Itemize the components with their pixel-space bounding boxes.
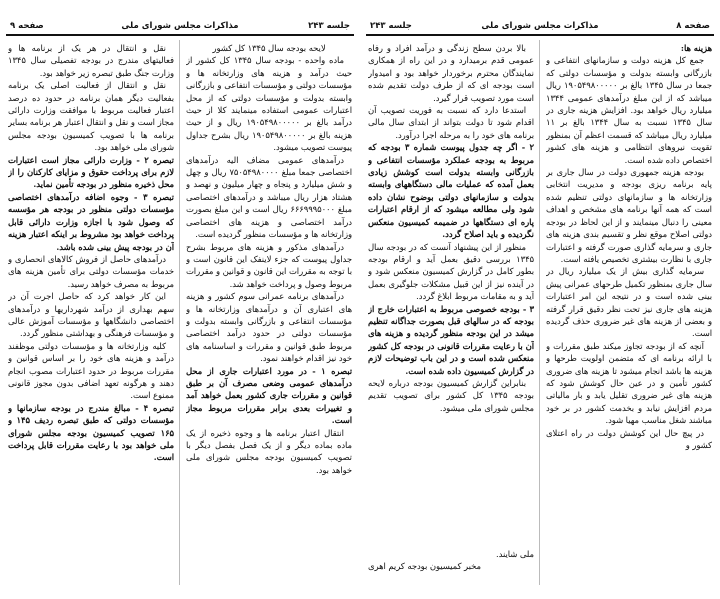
page-number: صفحه ۸ <box>676 21 710 31</box>
paragraph: در پیچ حال این کوشش دولت در راه اعتلای کشور و <box>546 427 712 450</box>
paragraph: منظور از این پیشنهاد آنست که در بودجه سال ۱۳۴۵ بررسی دقیق بعمل آید و ارقام بودجه بطور کامل در گزارش کمیسیون منعکس شود و در آینده نیز از این قبیل مشکلات جلوگیری بعمل آید و به مقامات مربوط ابلاغ گردد. <box>368 241 534 302</box>
paragraph: استدعا دارد که نسبت به فوریت تصویب آن اقدام شود تا دولت بتواند از ابتدای سال مالی برنامه های خود را به مرحله اجرا درآورد. <box>368 105 534 140</box>
running-title: مذاکرات مجلس شورای ملی <box>481 21 599 31</box>
paragraph: درآمدهای حاصل از فروش کالاهای انحصاری و خدمات مؤسسات دولتی برای تأمین هزینه های مربوط به مصرف خواهد رسید. <box>8 253 174 289</box>
paragraph: نقل و انتقال در هر یک از برنامه ها و فعالیتهای مندرج در بودجه تفصیلی سال ۱۳۴۵ وزارت جنگ طبق تبصره زیر خواهد بود. <box>8 43 174 78</box>
session-number: جلسه ۲۴۳ <box>308 21 350 31</box>
page-number: صفحه ۹ <box>10 21 44 31</box>
left-page <box>6 0 354 599</box>
column-left <box>368 42 534 582</box>
paragraph: ماده واحده - بودجه سال ۱۳۴۵ کل کشور از حیث درآمد و هزینه های وزارتخانه ها و مؤسسات دولتی و مؤسسات انتفاعی و بازرگانی وابسته بدولت و مؤسسات دولتی که از محل اعتبارات عمومی استفاده مینمایند کلا از حیث درآمد بالغ بر ۱۹۰۵۴۹۸۰۰۰۰۰ ریال و از حیث هزینه بالغ بر ۱۹۰۵۴۹۸۰۰۰۰۰ ریال بشرح جداول پیوست تصویب میشود. <box>186 55 352 153</box>
column-left <box>8 42 174 582</box>
column-right <box>186 42 352 582</box>
paragraph: بالا بردن سطح زندگی و درآمد افراد و رفاه عمومی قدم برمیدارد و در این راه از همکاری نمایندگان محترم برخوردار خواهد بود و امیدوار است بودجه ای که از طرف دولت تقدیم شده است مورد تصویب قرار گیرد. <box>368 43 534 103</box>
paragraph: نقل و انتقال از فعالیت اصلی یک برنامه بفعالیت دیگر همان برنامه در حدود ده درصد اعتبار فعالیت مربوط با موافقت وزارت دارائی مجاز است و نقل و انتقال اعتبار هر برنامه بسایر برنامه ها با تصویب کمیسیون بودجه مجلس شورای ملی خواهد بود. <box>8 80 174 153</box>
closing-block <box>368 548 534 573</box>
paragraph: درآمدهای مذکور و هزینه های مربوط بشرح جداول پیوست که جزء لاینفک این قانون است و با توجه به مقررات این قانون و قوانین و مقررات مربوط وصول و پرداخت خواهد شد. <box>186 241 352 289</box>
document-title: لایحه بودجه سال ۱۳۴۵ کل کشور <box>212 43 326 53</box>
paragraph: انتقال اعتبار برنامه ها و وجوه ذخیره از یک ماده بماده دیگر و از یک فصل بفصل دیگر با تصویب کمیسیون بودجه مجلس شورای ملی خواهد بود. <box>186 427 352 475</box>
section-heading-paragraph: ۳ - بودجه خصوصی مربوط به اعتبارات خارج از بودجه که در سالهای قبل بصورت جداگانه تنظیم میشد در این بودجه منظور گردیده و هزینه های آن با رعایت مقررات قانونی در بودجه کل کشور منعکس شده است و در این باب توضیحات لازم در گزارش کمیسیون داده شده است. <box>368 303 534 376</box>
paragraph: آنچه که از بودجه تجاوز میکند طبق مقررات و با ارائه برنامه ای که متضمن اولویت طرحها و هزینه ها باشد انجام میشود تا هزینه های ضروری کشور تأمین و در عین حال کوشش شود که هزینه های غیر ضروری تقلیل یابد و بار مالیاتی مردم افزایش نیابد و بخدمت کشور در بر خود مباشند شغل مناسب مهیا شود. <box>546 340 712 426</box>
session-number: جلسه ۲۴۳ <box>370 21 412 31</box>
signature: مخبر کمیسیون بودجه کریم اهری <box>368 561 481 572</box>
paragraph: این کار خواهد کرد که حاصل اجرت آن در سهم بهداری از درآمد شهرداریها و درآمدهای اختصاصی دانشگاهها و مؤسسات آموزش عالی و مؤسسات فرهنگی و بهداشتی منظور گردد. <box>8 291 174 339</box>
paragraph: سرمایه گذاری بیش از یک میلیارد ریال در سال جاری بمنظور تکمیل طرحهای عمرانی پیش بینی شده است و در نتیجه این امر اعتبارات هزینه های جاری نیز تحت نظر دقیق قرار گرفته و بعضی از هزینه های غیر ضروری حذف گردیده است. <box>546 266 712 339</box>
paragraph: جمع کل هزینه دولت و سازمانهای انتفاعی و بازرگانی وابسته بدولت و مؤسسات دولتی که جمعا در سال ۱۳۴۵ بالغ بر ۱۹۰۵۴۹۸۰۰۰۰۰ ریال میباشد که از این مبلغ درآمدهای عمومی ۱۳۴۴ میلیارد ریال خواهد بود. افزایش هزینه جاری در سال ۱۳۴۵ نسبت به سال ۱۳۴۴ بالغ بر ۱۱ میلیارد ریال میباشد که قسمت اعظم آن بمنظور تقویت نیروهای انتظامی و هزینه های کشور اختصاص داده شده است. <box>546 55 712 165</box>
page-header <box>6 20 354 36</box>
section-heading-paragraph: ۲ - اگر چه جدول پیوست شماره ۳ بودجه که مربوط به بودجه عملکرد مؤسسات انتفاعی و بازرگانی وابسته بدولت است کوشش زیادی بعمل آمده که عملیات مالی دستگاههای وابسته بدولت و سازمانهای دولتی بوضوح نشان داده شود ولی مطالعه میشود که از ارقام اعتبارات پاره ای دستگاهها در ضمیمه کمیسیون منعکس نگردیده و باید اصلاح گردد. <box>368 142 534 240</box>
section-heading-paragraph: تبصره ۲ - وزارت دارائی مجاز است اعتبارات لازم برای پرداخت حقوق و مزایای کارکنان را از محل ذخیره منظور در بودجه تأمین نماید. <box>8 154 174 190</box>
column-divider <box>539 40 540 585</box>
right-page <box>366 0 714 599</box>
column-divider <box>179 40 180 585</box>
paragraph: کلیه وزارتخانه ها و مؤسسات دولتی موظفند درآمد و هزینه های خود را بر اساس قوانین و مقررات مربوط در حدود اعتبارات مصوب انجام دهند و هرگونه تعهد اضافی بدون مجوز قانونی ممنوع است. <box>8 340 174 401</box>
page-header <box>366 20 714 36</box>
section-heading-paragraph: تبصره ۳ - وجوه اضافه درآمدهای اختصاصی مؤسسات دولتی منظور در بودجه هر مؤسسه که وصول شود با اجازه وزارت دارائی قابل پرداخت خواهد بود مشروط بر اینکه اعتبار هزینه آن در بودجه پیش بینی شده باشد. <box>8 191 174 252</box>
paragraph: درآمدهای برنامه عمرانی سوم کشور و هزینه های اعتباری آن و درآمدهای وزارتخانه ها و مؤسسات انتفاعی و بازرگانی وابسته بدولت و مؤسسات دولتی در حدود درآمد اختصاصی مربوط طبق قوانین و مقررات و اساسنامه های خود نیز اقدام خواهند نمود. <box>186 291 352 364</box>
paragraph: بودجه هزینه جمهوری دولت در سال جاری بر پایه برنامه ریزی بودجه و مدیریت انتخابی وزارتخانه ها و سازمانهای دولتی تنظیم شده است که همه آنها برنامه های مشخص و اهداف معینی را دنبال مینمایند و از این لحاظ در بودجه دولتی اصلاح موقع نظر و تقسیم بندی هزینه های جاری و سرمایه گذاری صورت گرفته و اعتبارات جاری با نظارت بیشتری تخصیص یافته است. <box>546 167 712 264</box>
closing-text: ملی شایند. <box>495 549 534 559</box>
section-heading-paragraph: هزینه ها: <box>680 43 712 53</box>
paragraph: بنابراین گزارش کمیسیون بودجه درباره لایحه بودجه ۱۳۴۵ کل کشور برای تصویب تقدیم مجلس شورای ملی میشود. <box>368 377 534 413</box>
paragraph: درآمدهای عمومی مضاف الیه درآمدهای اختصاصی جمعا مبلغ ۷۵۰۵۴۹۸۰۰۰۰ ریال و چهل و شش میلیارد و پنجاه و چهار میلیون و نهصد و هشتاد هزار ریال میباشد و درآمدهای اختصاصی مبلغ ۶۶۶۹۹۹۵۰۰۰ ریال است و این مبلغ بصورت درآمد اختصاصی و هزینه های اختصاصی وزارتخانه ها و مؤسسات منظور گردیده است. <box>186 154 352 240</box>
running-title: مذاکرات مجلس شورای ملی <box>121 21 239 31</box>
section-heading-paragraph: تبصره ۱ - در مورد اعتبارات جاری از محل درآمدهای عمومی وضعی مصرف آن بر طبق قوانین و مقررات جاری کشور بعمل خواهد آمد و تغییرات بعدی برابر مقررات مربوط مجاز است. <box>186 365 352 426</box>
column-right <box>546 42 712 582</box>
section-heading-paragraph: تبصره ۴ - مبالغ مندرج در بودجه سازمانها و مؤسسات دولتی که طبق تبصره ردیف ۱۴۵ و ۱۶۵ تصویب کمیسیون بودجه مجلس شورای ملی خواهد بود با رعایت مقررات قابل پرداخت است. <box>8 402 174 463</box>
